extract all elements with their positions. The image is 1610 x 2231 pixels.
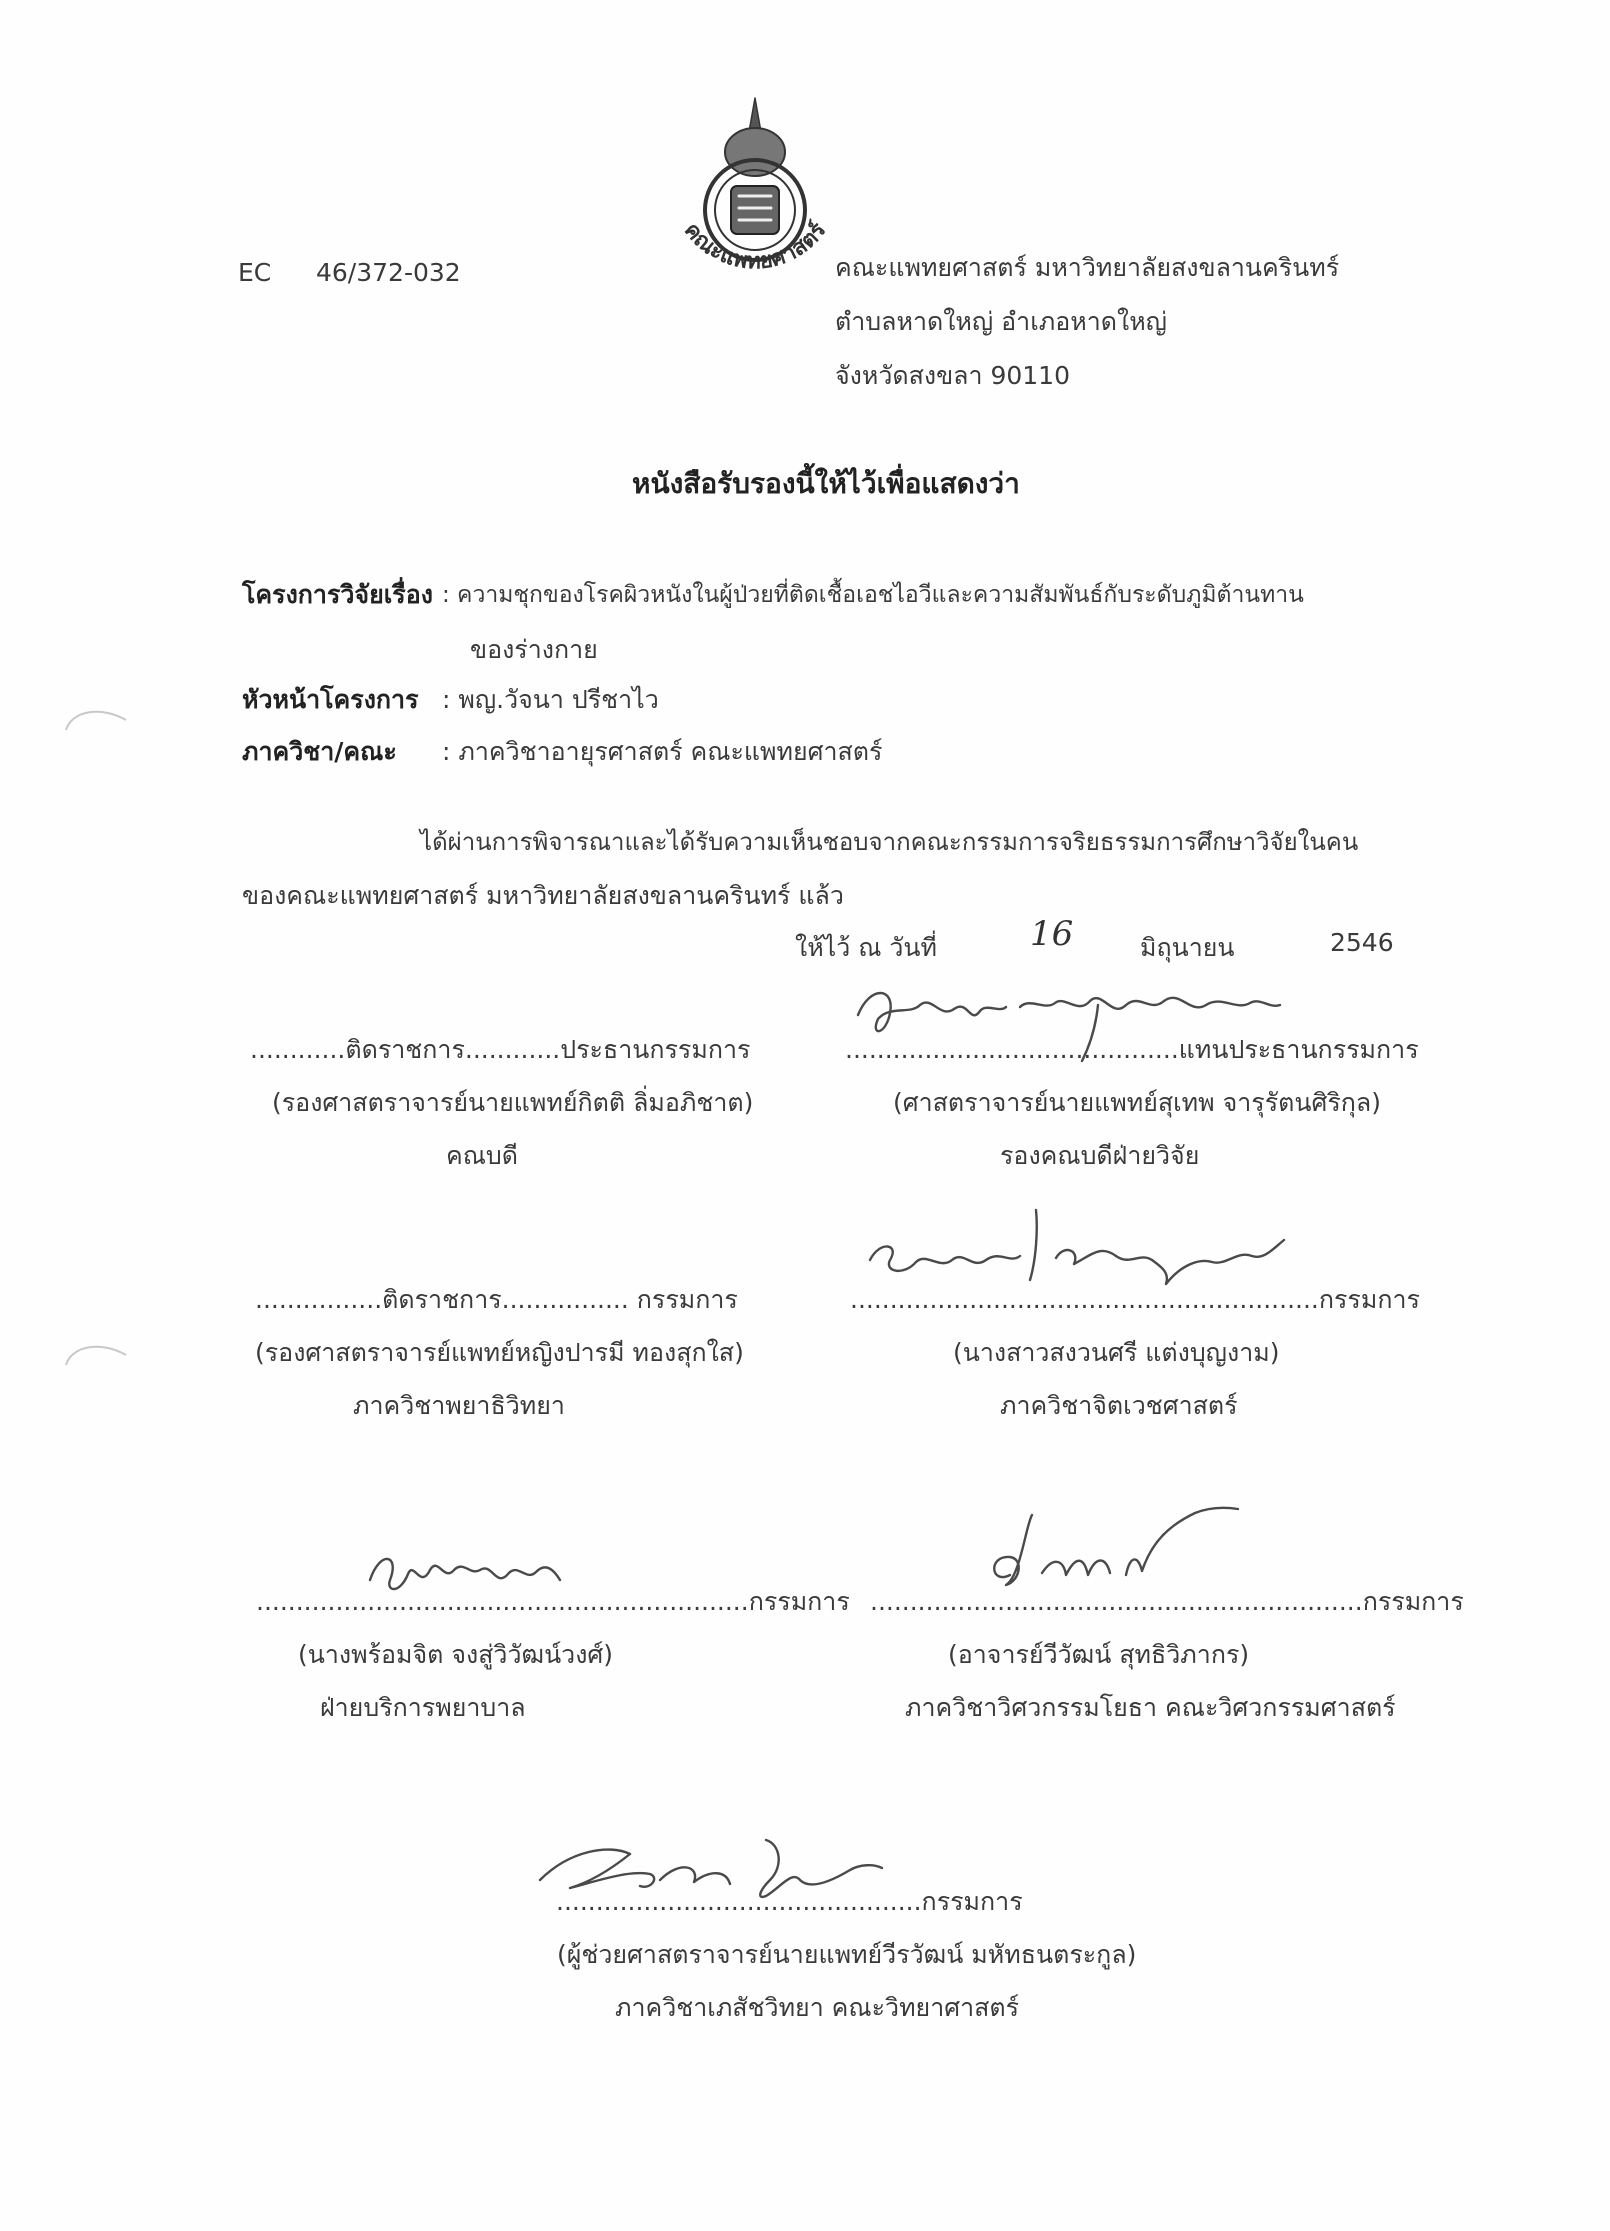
address-line-1: คณะแพทยศาสตร์ มหาวิทยาลัยสงขลานครินทร์ — [835, 253, 1340, 282]
signatory-6-sign-line: ..............................................................กรรมการ — [870, 1587, 1464, 1616]
project-head-value: : พญ.วัจนา ปรีชาไว — [442, 685, 659, 714]
project-title-value-cont: ของร่างกาย — [470, 635, 598, 664]
date-label: ให้ไว้ ณ วันที่ — [795, 933, 937, 962]
body-text-line-1: ได้ผ่านการพิจารณาและได้รับความเห็นชอบจากคณะกรรมการจริยธรรมการศึกษาวิจัยในคน — [420, 828, 1359, 856]
date-day: 16 — [1030, 914, 1074, 954]
punch-hole-mark-bottom — [62, 1335, 132, 1375]
signatory-6-name: (อาจารย์วีวัฒน์ สุทธิวิภากร) — [948, 1640, 1250, 1669]
signatory-3-position: ภาควิชาพยาธิวิทยา — [353, 1391, 565, 1420]
body-text-line-2: ของคณะแพทยศาสตร์ มหาวิทยาลัยสงขลานครินทร์ แล้ว — [242, 881, 844, 910]
signatory-1-sign-line: ............ติดราชการ............ประธานกรรมการ — [250, 1035, 751, 1064]
date-year: 2546 — [1330, 928, 1394, 957]
signatory-5-sign-line: ..............................................................กรรมการ — [256, 1587, 850, 1616]
seal-text: คณะแพทยศาสตร์ — [678, 218, 832, 275]
signatory-4-position: ภาควิชาจิตเวชศาสตร์ — [1000, 1391, 1238, 1420]
document-title: หนังสือรับรองนี้ให้ไว้เพื่อแสดงว่า — [632, 467, 1020, 500]
address-line-3: จังหวัดสงขลา 90110 — [835, 361, 1070, 390]
signatory-1-position: คณบดี — [446, 1141, 519, 1170]
signatory-7-sign-line: ..............................................กรรมการ — [556, 1887, 1023, 1916]
punch-hole-mark-top — [62, 700, 132, 740]
signatory-2-name: (ศาสตราจารย์นายแพทย์สุเทพ จารุรัตนศิริกุล) — [893, 1088, 1381, 1117]
signatory-2-position: รองคณบดีฝ่ายวิจัย — [1000, 1141, 1200, 1170]
date-month: มิถุนายน — [1140, 933, 1235, 962]
signatory-7-name: (ผู้ช่วยศาสตราจารย์นายแพทย์วีรวัฒน์ มหัทธนตระกูล) — [557, 1940, 1137, 1969]
faculty-seal-logo — [655, 92, 855, 292]
project-dept-label: ภาควิชา/คณะ — [242, 737, 397, 766]
project-dept-value: : ภาควิชาอายุรศาสตร์ คณะแพทยศาสตร์ — [442, 737, 883, 766]
signatory-4-sign-line: ...........................................................กรรมการ — [850, 1285, 1420, 1314]
signatory-3-sign-line: ................ติดราชการ................ กรรมการ — [255, 1285, 738, 1314]
signatory-1-name: (รองศาสตราจารย์นายแพทย์กิตติ ลิ่มอภิชาต) — [272, 1088, 754, 1117]
signatory-5-name: (นางพร้อมจิต จงสู่วิวัฒน์วงศ์) — [298, 1640, 614, 1669]
project-title-label: โครงการวิจัยเรื่อง — [242, 580, 433, 609]
signatory-4-name: (นางสาวสงวนศรี แต่งบุญงาม) — [953, 1338, 1280, 1367]
signatory-5-position: ฝ่ายบริการพยาบาล — [320, 1693, 526, 1722]
signatory-2-sign-line: ..........................................แทนประธานกรรมการ — [845, 1035, 1419, 1064]
ec-number: 46/372-032 — [316, 258, 461, 287]
project-title-value: : ความชุกของโรคผิวหนังในผู้ป่วยที่ติดเชื้อเอชไอวีและความสัมพันธ์กับระดับภูมิต้านทาน — [442, 582, 1304, 608]
signatory-7-position: ภาควิชาเภสัชวิทยา คณะวิทยาศาสตร์ — [615, 1993, 1020, 2022]
signatory-3-name: (รองศาสตราจารย์แพทย์หญิงปารมี ทองสุกใส) — [255, 1338, 744, 1367]
project-head-label: หัวหน้าโครงการ — [242, 685, 419, 714]
ec-label: EC — [238, 258, 272, 287]
address-line-2: ตำบลหาดใหญ่ อำเภอหาดใหญ่ — [835, 307, 1167, 336]
signatory-6-position: ภาควิชาวิศวกรรมโยธา คณะวิศวกรรมศาสตร์ — [905, 1693, 1396, 1722]
